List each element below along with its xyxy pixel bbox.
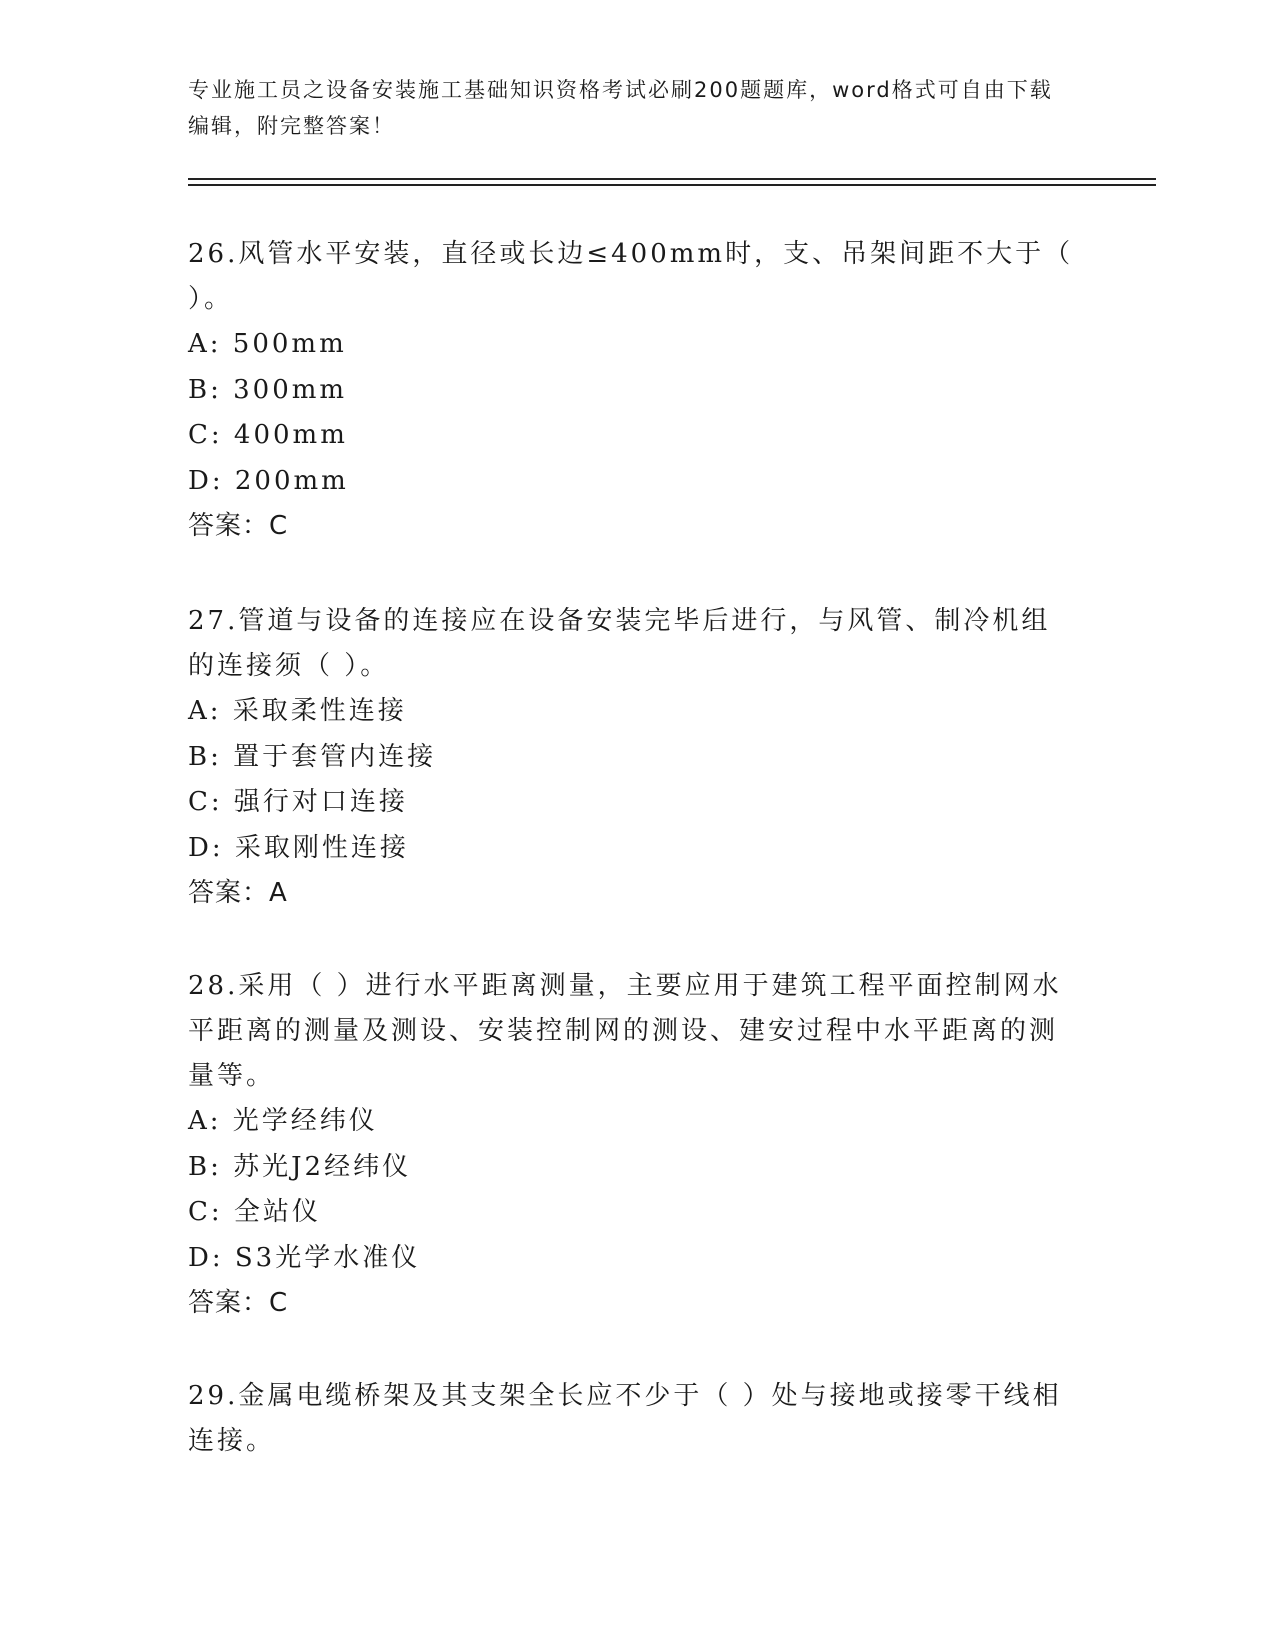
question-27 [188, 599, 1078, 916]
answer-line: 答案：C [188, 511, 289, 541]
option-b: B: 置于套管内连接 [188, 741, 437, 772]
option-c: C: 400mm [188, 420, 348, 450]
answer-line: 答案：C [188, 1288, 289, 1318]
option-b: B: 300mm [188, 374, 348, 405]
question-stem: 28.采用（ ）进行水平距离测量，主要应用于建筑工程平面控制网水平距离的测量及测设、安装控制网的测设、建安过程中水平距离的测量等。 [188, 971, 1062, 1091]
option-c: C: 强行对口连接 [188, 787, 408, 817]
option-c: C: 全站仪 [188, 1197, 321, 1227]
header-divider-top [188, 178, 1156, 180]
option-d: D: 200mm [188, 465, 349, 496]
option-a: A: 采取柔性连接 [188, 696, 407, 726]
question-26 [188, 232, 1078, 549]
option-a: A: 500mm [188, 329, 347, 359]
option-b: B: 苏光J2经纬仪 [188, 1151, 412, 1182]
option-a: A: 光学经纬仪 [188, 1106, 378, 1136]
question-stem: 29.金属电缆桥架及其支架全长应不少于（ ）处与接地或接零干线相连接。 [188, 1381, 1062, 1456]
option-d: D: S3光学水准仪 [188, 1242, 421, 1273]
question-stem: 27.管道与设备的连接应在设备安装完毕后进行，与风管、制冷机组的连接须（ ）。 [188, 606, 1051, 681]
answer-line: 答案：A [188, 878, 288, 908]
document-header: 专业施工员之设备安装施工基础知识资格考试必刷200题题库，word格式可自由下载编辑，附完整答案！ [188, 78, 1053, 138]
header-divider-bottom [188, 184, 1156, 186]
question-stem: 26.风管水平安装，直径或长边≤400mm时，支、吊架间距不大于（ ）。 [188, 239, 1074, 314]
question-29 [188, 1374, 1078, 1464]
question-28 [188, 964, 1078, 1326]
option-d: D: 采取刚性连接 [188, 832, 409, 863]
